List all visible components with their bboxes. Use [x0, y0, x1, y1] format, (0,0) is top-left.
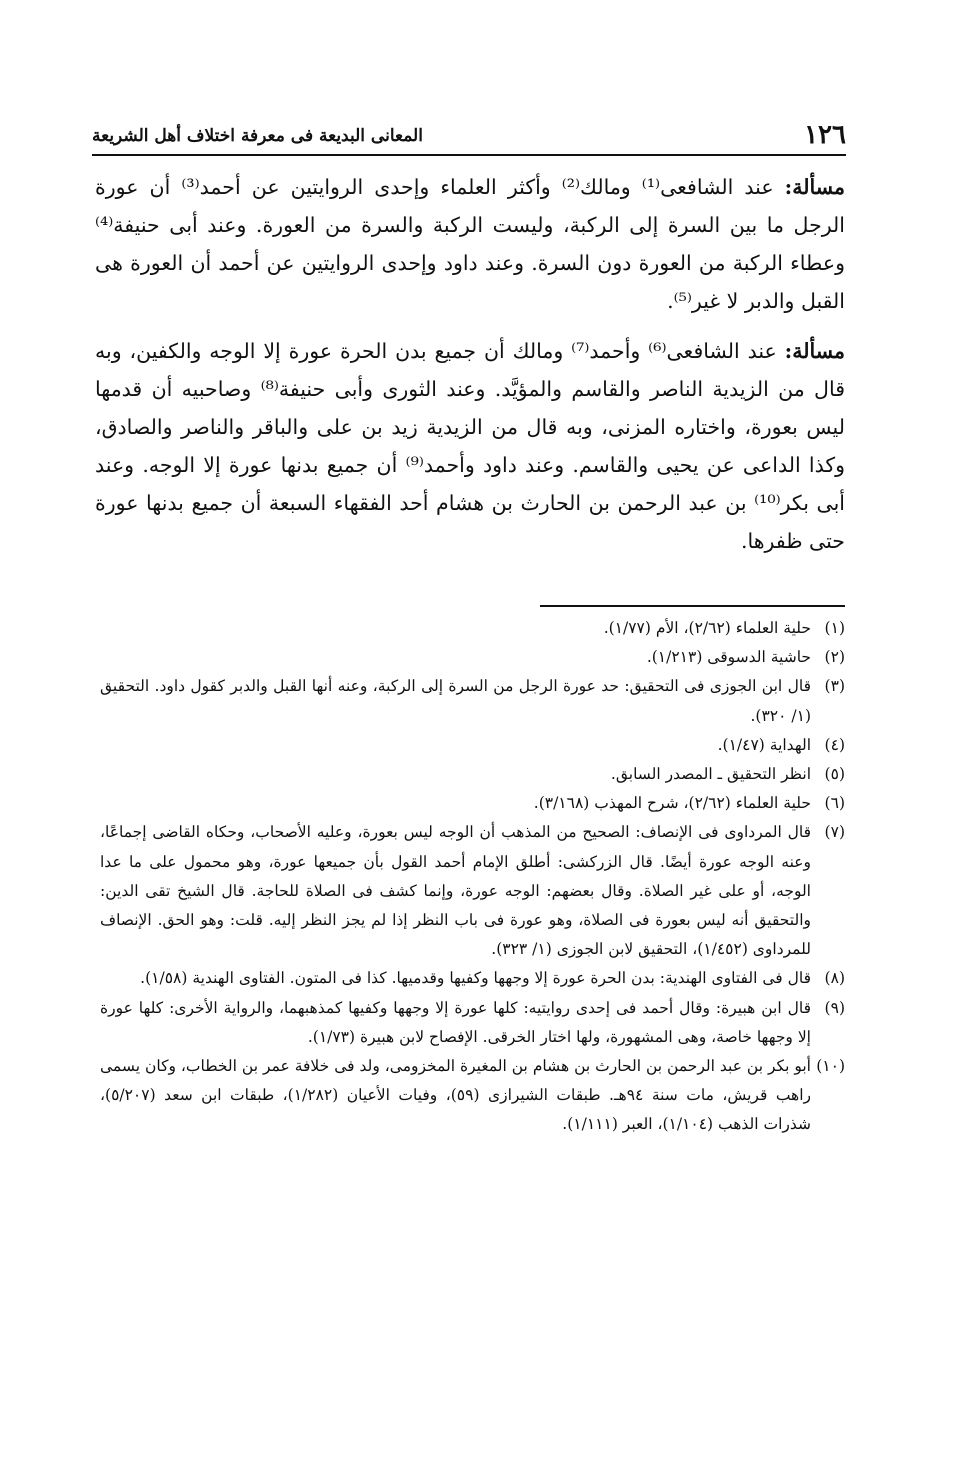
footnote-number: (١) — [824, 619, 845, 637]
running-title: المعانى البديعة فى معرفة اختلاف أهل الشريعة — [92, 126, 423, 146]
footnote — [100, 994, 845, 1052]
footnote-text: حلية العلماء (٢/٦٢)، شرح المهذب (٣/١٦٨). — [533, 794, 811, 813]
page-number: ١٢٦ — [804, 120, 846, 150]
footnote-number: (١٠) — [816, 1057, 845, 1076]
footnote-text: قال المرداوى فى الإنصاف: الصحيح من المذهب أن الوجه ليس بعورة، وعليه الأصحاب، وحكاه القاضى إجماعًا، وعنه الوجه عورة أيضًا. قال الزركشى: أطلق الإمام أحمد القول بأن جميعها عورة، وهو محمول على ما عدا الوجه، أو على غير الصلاة. وقال بعضهم: الوجه عورة، وإنما كشف فى الصلاة للحاجة. قال الشيخ تقى الدين: والتحقيق أنه ليس بعورة فى الصلاة، وهو عورة فى باب النظر إذا لم يجز النظر إليه. قلت: وهو الحق. الإنصاف للمرداوى (١/٤٥٢)، التحقيق لابن الجوزى (١/ ٣٢٣). — [100, 823, 811, 959]
footnote — [100, 818, 845, 964]
paragraph — [95, 168, 845, 320]
main-text — [95, 168, 845, 572]
footnote-text: انظر التحقيق ـ المصدر السابق. — [610, 765, 811, 784]
footnote-number: (٩) — [824, 998, 845, 1017]
footnote — [100, 643, 845, 672]
footnote-number: (٨) — [824, 969, 845, 988]
footnote-text: الهداية (١/٤٧). — [717, 735, 811, 754]
paragraph-text: عند الشافعى⁽⁶⁾ وأحمد⁽⁷⁾ ومالك أن جميع بدن الحرة عورة إلا الوجه والكفين، وبه قال من الزيدية الناصر والقاسم والمؤيَّد. وعند الثورى وأبى حنيفة⁽⁸⁾ وصاحبيه أن قدمها ليس بعورة، واختاره المزنى، وبه قال من الزيدية زيد بن على والباقر والناصر والصادق، وكذا الداعى عن يحيى والقاسم. وعند داود وأحمد⁽⁹⁾ أن جميع بدنها عورة إلا الوجه. وعند أبى بكر⁽¹⁰⁾ بن عبد الرحمن بن الحارث بن هشام أحد الفقهاء السبعة أن جميع بدنها عورة حتى ظفرها. — [95, 339, 846, 553]
footnote — [100, 731, 845, 760]
footnotes — [100, 614, 845, 1140]
footnote-text: قال ابن هبيرة: وقال أحمد فى إحدى روايتيه: كلها عورة إلا وجهها وكفيها كمذهبهما، والرواية الأخرى: كلها عورة إلا وجهها خاصة، وهى المشهورة، ولها اختار الخرقى. الإفصاح لابن هبيرة (١/٧٣). — [100, 998, 811, 1046]
footnote-number: (٢) — [824, 648, 845, 667]
page-header — [92, 110, 846, 156]
footnote — [100, 614, 845, 643]
footnote — [100, 789, 845, 818]
footnote — [100, 760, 845, 789]
footnote-text: قال فى الفتاوى الهندية: بدن الحرة عورة إلا وجهها وكفيها وقدميها. كذا فى المتون. الفتاوى الهندية (١/٥٨). — [140, 969, 811, 988]
paragraph-lead: مسألة: — [784, 339, 845, 363]
footnote-number: (٤) — [824, 735, 845, 754]
paragraph-lead: مسألة: — [784, 175, 845, 199]
footnote — [100, 672, 845, 730]
footnote-number: (٧) — [824, 823, 845, 842]
footnote-text: أبو بكر بن عبد الرحمن بن الحارث بن هشام بن المغيرة المخزومى، ولد فى خلافة عمر بن الخطاب، وكان يسمى راهب قريش، مات سنة ٩٤هـ. طبقات الشيرازى (٥٩)، وفيات الأعيان (١/٢٨٢)، طبقات ابن سعد (٥/٢٠٧)، شذرات الذهب (١/١٠٤)، العبر (١/١١١). — [100, 1057, 812, 1134]
paragraph-text: عند الشافعى⁽¹⁾ ومالك⁽²⁾ وأكثر العلماء وإحدى الروايتين عن أحمد⁽³⁾ أن عورة الرجل ما بين السرة إلى الركبة، وليست الركبة والسرة من العورة. وعند أبى حنيفة⁽⁴⁾ وعطاء الركبة من العورة دون السرة. وعند داود وإحدى الروايتين عن أحمد أن العورة هى القبل والدبر لا غير⁽⁵⁾. — [95, 175, 845, 313]
footnote-text: قال ابن الجوزى فى التحقيق: حد عورة الرجل من السرة إلى الركبة، وعنه أنها القبل والدبر كقول داود. التحقيق (١/ ٣٢٠). — [100, 677, 811, 725]
footnote-number: (٣) — [824, 677, 845, 696]
footnote-text: حاشية الدسوقى (١/٢١٣). — [646, 648, 811, 667]
footnote-number: (٥) — [824, 765, 845, 784]
footnote — [100, 964, 845, 993]
paragraph — [95, 332, 845, 560]
footnote-separator — [540, 605, 845, 607]
footnote — [100, 1052, 845, 1140]
footnote-text: حلية العلماء (٢/٦٢)، الأم (١/٧٧). — [603, 619, 811, 637]
footnote-number: (٦) — [824, 794, 845, 813]
